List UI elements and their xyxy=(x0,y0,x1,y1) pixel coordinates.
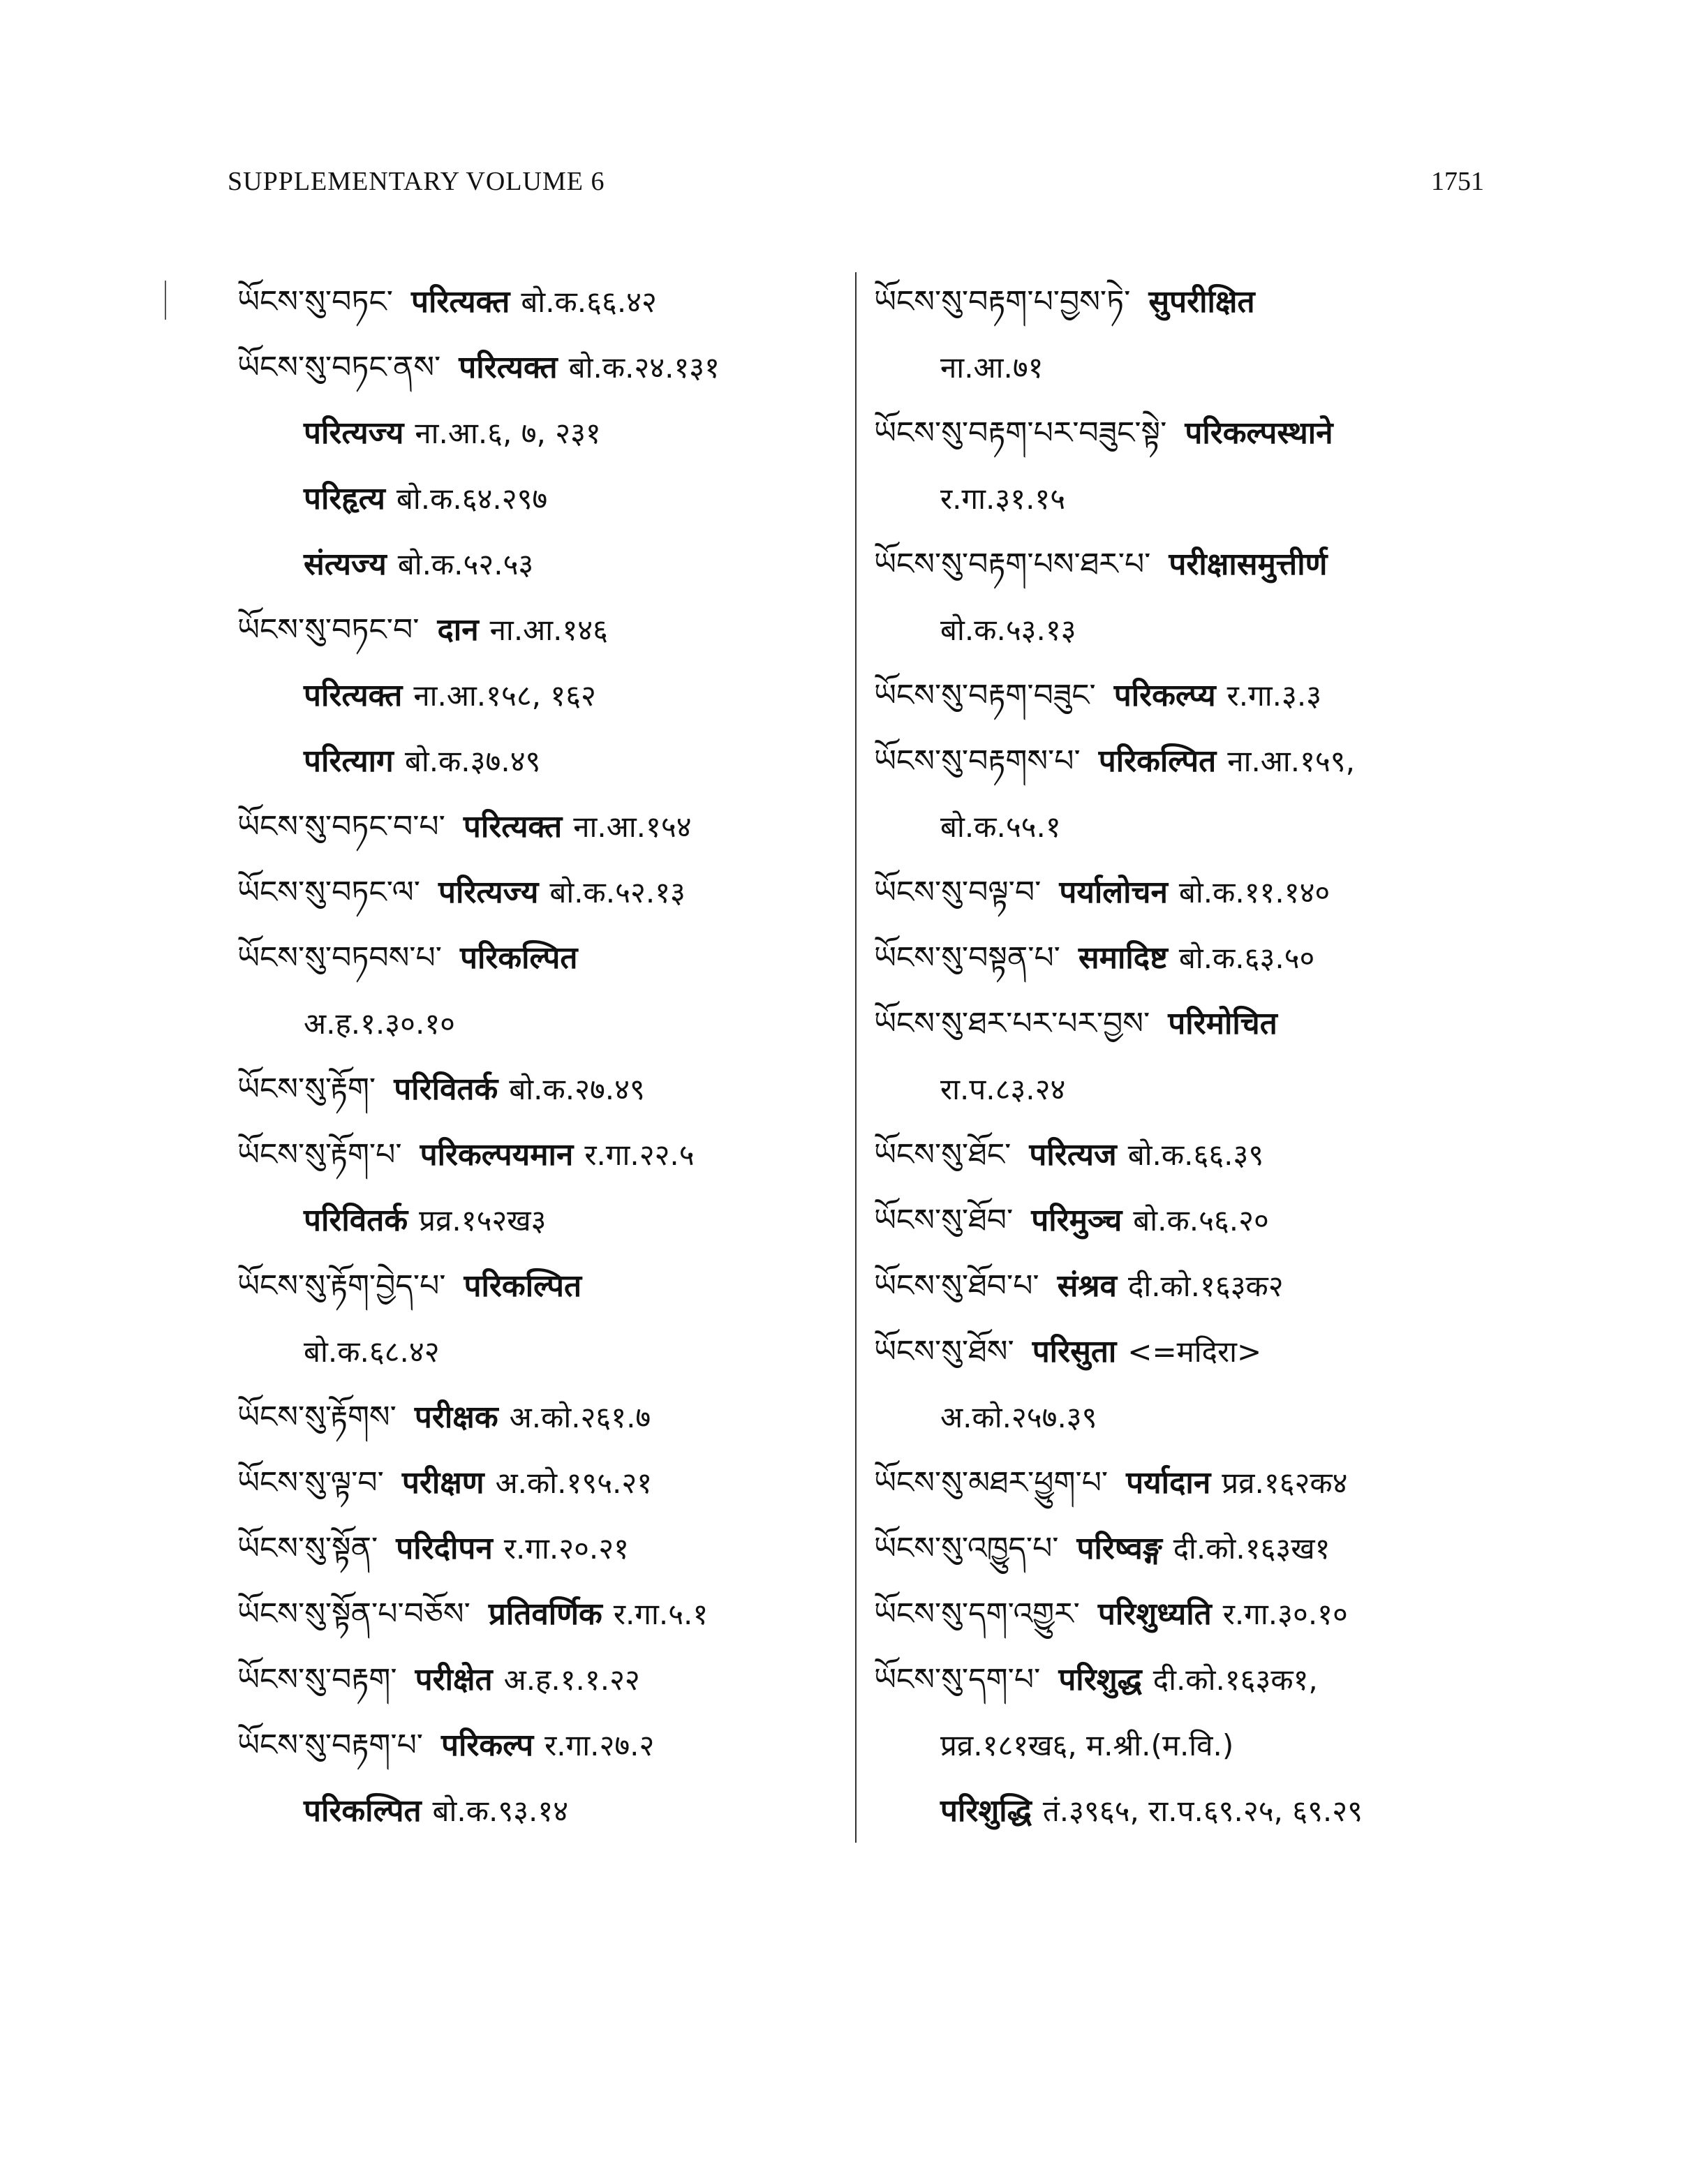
entry-headword-line xyxy=(237,859,852,925)
margin-mark xyxy=(165,281,166,320)
source-reference: र.गा.३१.१५ xyxy=(940,482,1066,516)
sanskrit-equivalent: परिशुद्धि xyxy=(940,1793,1032,1829)
entry-headword-line xyxy=(874,925,1488,990)
tibetan-headword: ཡོངས་སུ་བརྟག་པ་བྱས་ཏེ་ xyxy=(874,284,1131,320)
source-reference: बो.क.३७.४९ xyxy=(404,744,541,778)
sanskrit-equivalent: पर्यादान xyxy=(1126,1465,1211,1501)
sanskrit-equivalent: संश्रव xyxy=(1057,1268,1118,1304)
tibetan-headword: ཡོངས་སུ་ཐོབ་ xyxy=(874,1203,1014,1238)
sanskrit-equivalent: परित्यक्त xyxy=(304,678,403,713)
sanskrit-equivalent: परित्यज xyxy=(1029,1137,1117,1173)
entry-headword-line xyxy=(237,1056,852,1122)
source-reference: तं.३९६५, रा.प.६९.२५, ६९.२९ xyxy=(1042,1794,1363,1828)
sanskrit-equivalent: परिहृत्य xyxy=(304,481,385,517)
source-reference: ना.आ.१५९, xyxy=(1227,744,1355,778)
tibetan-headword: ཡོངས་སུ་འཁྱུད་པ་ xyxy=(874,1531,1059,1566)
sanskrit-equivalent: परीक्षासमुत्तीर्ण xyxy=(1169,547,1328,582)
tibetan-headword: ཡོངས་སུ་བཏང་ནས་ xyxy=(237,350,441,385)
entry-headword-line xyxy=(237,1515,852,1581)
tibetan-headword: ཡོངས་སུ་ཐོབ་པ་ xyxy=(874,1268,1039,1304)
entry-continuation-line xyxy=(237,400,852,466)
source-reference: बो.क.६८.४२ xyxy=(304,1335,440,1369)
tibetan-headword: ཡོངས་སུ་བརྟག་པར་བཟུང་སྟེ་ xyxy=(874,415,1167,451)
column-divider xyxy=(855,272,857,1843)
source-reference: बो.क.५५.१ xyxy=(940,810,1061,844)
source-reference: ना.आ.७१ xyxy=(940,350,1044,385)
entry-headword-line xyxy=(874,1187,1488,1253)
entry-headword-line xyxy=(874,269,1488,334)
sanskrit-equivalent: परीक्षेत xyxy=(415,1662,493,1698)
source-reference: बो.क.११.१४० xyxy=(1178,875,1330,909)
tibetan-headword: ཡོངས་སུ་བརྟགས་པ་ xyxy=(874,743,1081,779)
tibetan-headword: ཡོངས་སུ་བཏང་བ་པ་ xyxy=(237,809,445,845)
source-reference: बो.क.२७.४९ xyxy=(509,1072,645,1106)
sanskrit-equivalent: परिशुध्यति xyxy=(1097,1596,1212,1632)
sanskrit-equivalent: परिकल्पस्थाने xyxy=(1185,415,1333,451)
tibetan-headword: ཡོངས་སུ་བརྟག་པ་ xyxy=(237,1728,424,1763)
source-reference: दी.को.१६३ख१ xyxy=(1173,1531,1330,1566)
tibetan-headword: ཡོངས་སུ་ཐོང་ xyxy=(874,1137,1011,1173)
source-reference: बो.क.९३.१४ xyxy=(432,1794,569,1828)
page-number: 1751 xyxy=(1431,167,1484,196)
entry-headword-line xyxy=(237,794,852,859)
entry-headword-line xyxy=(237,1712,852,1778)
page-header xyxy=(228,166,1484,208)
entry-headword-line xyxy=(237,1122,852,1187)
entry-headword-line xyxy=(874,1122,1488,1187)
entry-headword-line xyxy=(874,1515,1488,1581)
source-reference: बो.क.२४.१३१ xyxy=(568,350,720,385)
sanskrit-equivalent: परिष्वङ्ग xyxy=(1076,1531,1162,1566)
running-head: SUPPLEMENTARY VOLUME 6 xyxy=(228,167,605,196)
source-reference: प्रव्र.१८१ख६, म.श्री.(म.वि.) xyxy=(940,1728,1234,1762)
sanskrit-equivalent: परिकल्पित xyxy=(459,940,578,976)
source-reference: अ.ह.१.३०.१० xyxy=(304,1006,455,1041)
source-reference: दी.को.१६३क१, xyxy=(1152,1663,1318,1697)
sanskrit-equivalent: संत्यज्य xyxy=(304,547,387,582)
source-reference: र.गा.२७.२ xyxy=(544,1728,655,1762)
sanskrit-equivalent: परित्यक्त xyxy=(463,809,563,845)
sanskrit-equivalent: परिसुता xyxy=(1032,1334,1117,1369)
tibetan-headword: ཡོངས་སུ་བཏང་ལ་ xyxy=(237,875,420,910)
entry-continuation-line xyxy=(237,728,852,794)
source-reference: र.गा.२०.२१ xyxy=(503,1531,629,1566)
tibetan-headword: ཡོངས་སུ་རྟོག་པ་ xyxy=(237,1137,402,1173)
source-reference: अ.को.२५७.३९ xyxy=(940,1400,1097,1434)
source-reference: <=मदिरा> xyxy=(1127,1335,1262,1369)
source-reference: ना.आ.१४६ xyxy=(489,613,608,647)
sanskrit-equivalent: परिकल्प्य xyxy=(1113,678,1216,713)
entry-continuation-line xyxy=(874,334,1488,400)
entry-continuation-line xyxy=(874,1056,1488,1122)
tibetan-headword: ཡོངས་སུ་རྟོག་བྱེད་པ་ xyxy=(237,1268,446,1304)
sanskrit-equivalent: परिमोचित xyxy=(1168,1006,1277,1041)
tibetan-headword: ཡོངས་སུ་བརྟག་པས་ཐར་པ་ xyxy=(874,547,1151,582)
source-reference: अ.को.१९५.२१ xyxy=(495,1466,653,1500)
source-reference: बो.क.५२.१३ xyxy=(549,875,685,909)
entry-headword-line xyxy=(237,269,852,334)
entry-headword-line xyxy=(874,990,1488,1056)
entry-continuation-line xyxy=(237,1318,852,1384)
source-reference: अ.को.२६१.७ xyxy=(509,1400,651,1434)
tibetan-headword: ཡོངས་སུ་མཐར་ཕྱུག་པ་ xyxy=(874,1465,1109,1501)
source-reference: ना.आ.६, ७, २३१ xyxy=(415,416,601,450)
tibetan-headword: ཡོངས་སུ་སྟོན་པ་བཅོས་ xyxy=(237,1596,470,1632)
source-reference: प्रव्र.१६२क४ xyxy=(1222,1466,1348,1500)
tibetan-headword: ཡོངས་སུ་ཐོས་ xyxy=(874,1334,1014,1369)
entry-headword-line xyxy=(874,1450,1488,1515)
sanskrit-equivalent: परिवितर्क xyxy=(304,1203,408,1238)
source-reference: बो.क.५६.२० xyxy=(1133,1203,1269,1238)
source-reference: र.गा.३.३ xyxy=(1226,678,1322,713)
source-reference: र.गा.५.१ xyxy=(613,1597,709,1631)
entry-headword-line xyxy=(237,1647,852,1712)
tibetan-headword: ཡོངས་སུ་བལྟ་བ་ xyxy=(874,875,1042,910)
sanskrit-equivalent: परिकल्पित xyxy=(464,1268,582,1304)
entry-continuation-line xyxy=(874,1712,1488,1778)
entry-headword-line xyxy=(874,1647,1488,1712)
source-reference: ना.आ.१५८, १६२ xyxy=(413,678,596,713)
tibetan-headword: ཡོངས་སུ་དག་པ་ xyxy=(874,1662,1041,1698)
sanskrit-equivalent: परिकल्पित xyxy=(304,1793,422,1829)
sanskrit-equivalent: परित्यज्य xyxy=(304,415,404,451)
sanskrit-equivalent: परिकल्प xyxy=(441,1728,534,1763)
sanskrit-equivalent: परित्यक्त xyxy=(459,350,558,385)
source-reference: बो.क.५३.१३ xyxy=(940,613,1076,647)
entry-continuation-line xyxy=(874,466,1488,531)
entry-headword-line xyxy=(874,859,1488,925)
tibetan-headword: ཡོངས་སུ་བསྟན་པ་ xyxy=(874,940,1060,976)
source-reference: ना.आ.१५४ xyxy=(573,810,692,844)
sanskrit-equivalent: पर्यालोचन xyxy=(1059,875,1168,910)
tibetan-headword: ཡོངས་སུ་བཏང་ xyxy=(237,284,393,320)
entry-continuation-line xyxy=(237,1778,852,1843)
entry-continuation-line xyxy=(237,662,852,728)
sanskrit-equivalent: परित्याग xyxy=(304,743,394,779)
entry-continuation-line xyxy=(237,1187,852,1253)
tibetan-headword: ཡོངས་སུ་རྟོག་ xyxy=(237,1071,376,1107)
sanskrit-equivalent: परित्यज्य xyxy=(438,875,539,910)
entry-headword-line xyxy=(874,728,1488,794)
tibetan-headword: ཡོངས་སུ་ཐར་པར་པར་བྱས་ xyxy=(874,1006,1150,1041)
entry-continuation-line xyxy=(237,990,852,1056)
source-reference: रा.प.८३.२४ xyxy=(940,1072,1066,1106)
right-column xyxy=(874,269,1488,1843)
source-reference: दी.को.१६३क२ xyxy=(1128,1269,1284,1303)
entry-headword-line xyxy=(874,1318,1488,1384)
sanskrit-equivalent: परिकल्पयमान xyxy=(420,1137,574,1173)
entry-headword-line xyxy=(237,1581,852,1647)
tibetan-headword: ཡོངས་སུ་བརྟག་ xyxy=(237,1662,397,1698)
sanskrit-equivalent: समादिष्ट xyxy=(1078,940,1168,976)
source-reference: प्रव्र.१५२ख३ xyxy=(419,1203,547,1238)
entry-headword-line xyxy=(237,1253,852,1318)
source-reference: र.गा.३०.१० xyxy=(1222,1597,1348,1631)
entry-headword-line xyxy=(874,662,1488,728)
sanskrit-equivalent: परिशुद्ध xyxy=(1058,1662,1142,1698)
entry-headword-line xyxy=(874,1253,1488,1318)
source-reference: बो.क.६६.३९ xyxy=(1127,1138,1264,1172)
sanskrit-equivalent: परिमुञ्च xyxy=(1031,1203,1122,1238)
sanskrit-equivalent: परिदीपन xyxy=(396,1531,493,1566)
entry-continuation-line xyxy=(874,597,1488,662)
sanskrit-equivalent: परिवितर्क xyxy=(394,1071,498,1107)
tibetan-headword: ཡོངས་སུ་བཏང་བ་ xyxy=(237,612,420,648)
entry-headword-line xyxy=(874,400,1488,466)
sanskrit-equivalent: परीक्षक xyxy=(414,1399,498,1435)
entry-headword-line xyxy=(874,531,1488,597)
entry-headword-line xyxy=(237,925,852,990)
source-reference: बो.क.६४.२९७ xyxy=(396,482,548,516)
tibetan-headword: ཡོངས་སུ་རྟོགས་ xyxy=(237,1399,396,1435)
entry-headword-line xyxy=(237,334,852,400)
tibetan-headword: ཡོངས་སུ་དག་འགྱུར་ xyxy=(874,1596,1080,1632)
entry-headword-line xyxy=(874,1581,1488,1647)
sanskrit-equivalent: दान xyxy=(437,612,479,648)
source-reference: बो.क.६६.४२ xyxy=(521,285,657,319)
left-column xyxy=(237,269,852,1843)
entry-continuation-line xyxy=(237,466,852,531)
source-reference: बो.क.६३.५० xyxy=(1178,941,1315,975)
tibetan-headword: ཡོངས་སུ་བཏབས་པ་ xyxy=(237,940,442,976)
tibetan-headword: ཡོངས་སུ་ལྟ་བ་ xyxy=(237,1465,384,1501)
sanskrit-equivalent: परिकल्पित xyxy=(1098,743,1217,779)
sanskrit-equivalent: सुपरीक्षित xyxy=(1148,284,1255,320)
tibetan-headword: ཡོངས་སུ་སྟོན་ xyxy=(237,1531,378,1566)
source-reference: र.गा.२२.५ xyxy=(584,1138,695,1172)
entry-headword-line xyxy=(237,1384,852,1450)
entry-headword-line xyxy=(237,597,852,662)
sanskrit-equivalent: परित्यक्त xyxy=(411,284,510,320)
sanskrit-equivalent: परीक्षण xyxy=(401,1465,484,1501)
entry-continuation-line xyxy=(874,1384,1488,1450)
entry-continuation-line xyxy=(874,794,1488,859)
entry-headword-line xyxy=(237,1450,852,1515)
source-reference: बो.क.५२.५३ xyxy=(397,547,534,581)
source-reference: अ.ह.१.१.२२ xyxy=(503,1663,640,1697)
entry-continuation-line xyxy=(874,1778,1488,1843)
tibetan-headword: ཡོངས་སུ་བརྟག་བཟུང་ xyxy=(874,678,1096,713)
entry-continuation-line xyxy=(237,531,852,597)
sanskrit-equivalent: प्रतिवर्णिक xyxy=(488,1596,602,1632)
